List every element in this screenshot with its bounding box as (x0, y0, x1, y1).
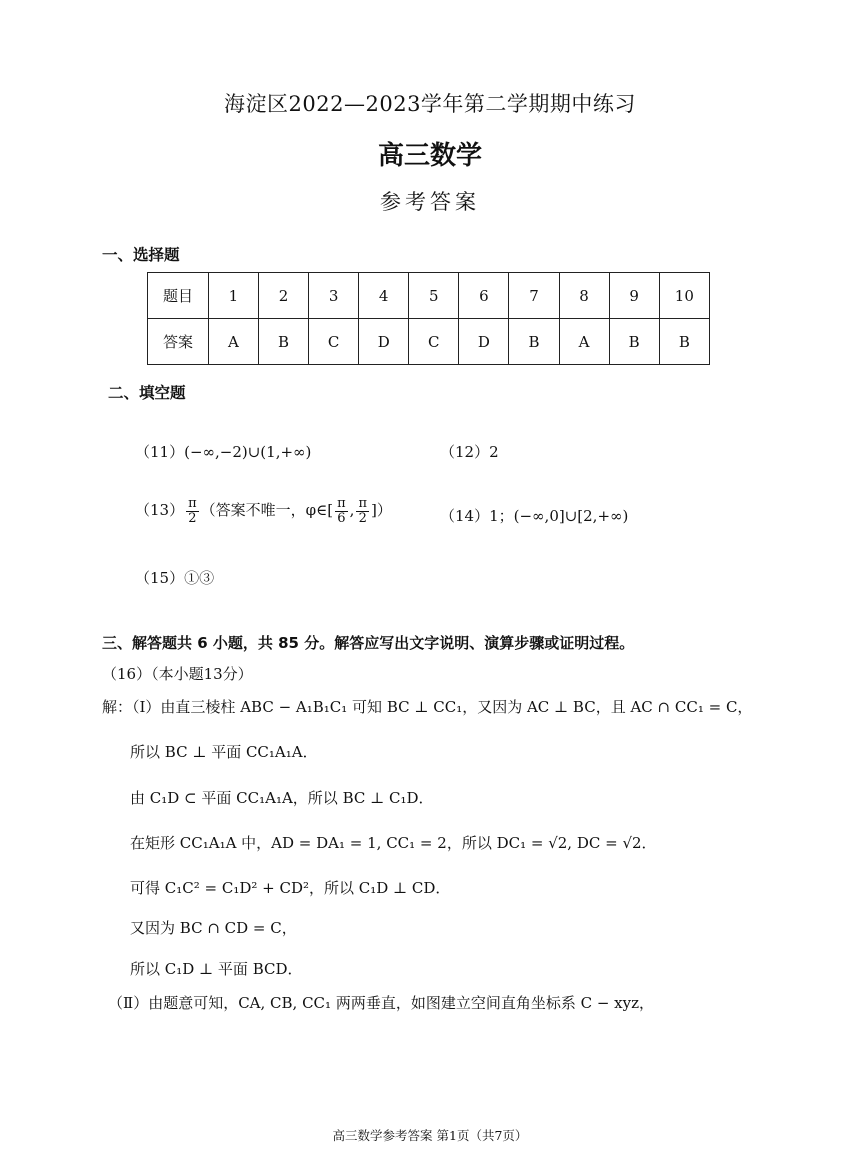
q13-end: ]） (370, 501, 392, 520)
section-fill-heading: 二、填空题 (108, 384, 186, 402)
choice-answer-table (147, 272, 710, 365)
answer-q15: （15）①③ (135, 569, 215, 587)
table-cell: 10 (659, 273, 709, 319)
answer-key-title: 参考答案 (380, 190, 480, 214)
table-cell: B (509, 319, 559, 365)
table-cell: 题目 (148, 273, 209, 319)
page-footer: 高三数学参考答案 第1页（共7页） (332, 1128, 528, 1143)
answer-q12: （12）2 (440, 443, 499, 461)
table-cell: 2 (258, 273, 308, 319)
q13-sep: , (349, 501, 355, 520)
q16-line-5: 可得 C₁C² = C₁D² + CD²，所以 C₁D ⊥ CD． (130, 879, 451, 897)
q13-denominator: 2 (188, 510, 197, 526)
q16-line-6: 又因为 BC ∩ CD = C， (130, 919, 297, 937)
q13-fraction-lower (335, 497, 348, 525)
table-row (148, 319, 710, 365)
table-cell: D (459, 319, 509, 365)
q16-line-1: 解：（Ⅰ）由直三棱柱 ABC − A₁B₁C₁ 可知 BC ⊥ CC₁，又因为 AC ⊥ BC，且 AC ∩ CC₁ = C， (102, 698, 753, 716)
table-cell: 4 (359, 273, 409, 319)
answer-q14: （14）1；(−∞,0]∪[2,+∞) (440, 507, 629, 525)
table-cell: 1 (208, 273, 258, 319)
q13-lower-numerator: π (337, 496, 346, 511)
table-cell: A (208, 319, 258, 365)
table-cell: C (309, 319, 359, 365)
q16-line-3: 由 C₁D ⊂ 平面 CC₁A₁A，所以 BC ⊥ C₁D． (130, 789, 434, 807)
table-cell: B (609, 319, 659, 365)
q13-fraction (186, 497, 199, 525)
section-choice-heading: 一、选择题 (102, 246, 180, 264)
q16-line-8: （Ⅱ）由题意可知，CA, CB, CC₁ 两两垂直，如图建立空间直角坐标系 C − xyz， (108, 994, 655, 1012)
table-cell: 7 (509, 273, 559, 319)
table-cell: 5 (409, 273, 459, 319)
q16-line-7: 所以 C₁D ⊥ 平面 BCD． (130, 960, 303, 978)
table-cell: 8 (559, 273, 609, 319)
answer-q13 (135, 497, 392, 525)
q13-lower-denominator: 6 (337, 510, 346, 526)
table-cell: A (559, 319, 609, 365)
table-cell: C (409, 319, 459, 365)
q13-upper-denominator: 2 (358, 510, 367, 526)
q13-fraction-upper (356, 497, 369, 525)
section-solve-heading: 三、解答题共 6 小题，共 85 分。解答应写出文字说明、演算步骤或证明过程。 (102, 634, 635, 652)
answer-q11: （11）(−∞,−2)∪(1,+∞) (135, 443, 312, 461)
q16-line-2: 所以 BC ⊥ 平面 CC₁A₁A． (130, 743, 318, 761)
q13-label: （13） (135, 501, 185, 520)
table-row (148, 273, 710, 319)
table-cell: 3 (309, 273, 359, 319)
table-cell: 答案 (148, 319, 209, 365)
table-cell: 6 (459, 273, 509, 319)
subject-title: 高三数学 (377, 141, 482, 171)
exam-header: 海淀区2022—2023学年第二学期期中练习 (224, 92, 636, 116)
table-cell: 9 (609, 273, 659, 319)
q16-line-4: 在矩形 CC₁A₁A 中，AD = DA₁ = 1, CC₁ = 2，所以 DC₁ = √2, DC = √2． (130, 834, 657, 852)
q13-text: （答案不唯一，φ∈[ (200, 501, 334, 520)
table-cell: B (258, 319, 308, 365)
table-cell: B (659, 319, 709, 365)
q13-numerator: π (188, 496, 197, 511)
q16-heading: （16）（本小题13分） (102, 665, 253, 683)
table-cell: D (359, 319, 409, 365)
q13-upper-numerator: π (358, 496, 367, 511)
